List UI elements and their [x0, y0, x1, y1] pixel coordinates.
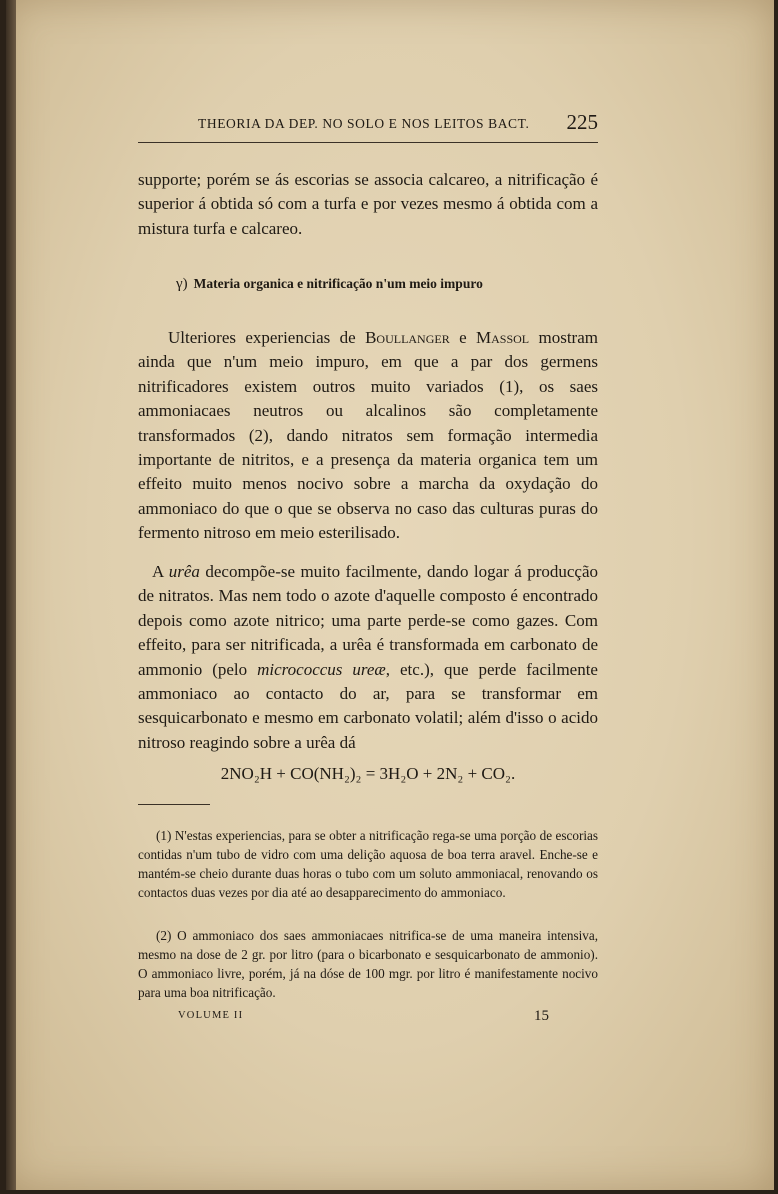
p3-rest: , etc.), que perde facilmente ammoniaco ao contacto do ar, para se transformar em sesquicarbonato e mesmo em carbonato volatil; além d'isso o acido nitroso reagindo sobre a urêa dá — [138, 659, 598, 752]
footnote-2: (2) O ammoniaco dos saes ammoniacaes nitrifica-se de uma maneira intensiva, mesmo na dose de 2 gr. por litro (para o bicarbonato e sesquicarbonato de ammonio). O ammoniaco livre, porém, já na dóse de 100 mgr. por litro é manifestamente nocivo para uma boa nitrificação. — [138, 928, 598, 1000]
p2-rest: mostram ainda que n'um meio impuro, em que a par dos germens nitrificadores existem outros muito variados (1), os saes ammoniacaes neutros ou alcalinos são completamente transformados (2), dando nitratos sem formação intermedia importante de nitritos, e a presença da materia organica tem um effeito muito menos nocivo sobre a marcha da oxydação do ammoniaco do que o que se observa no caso das culturas puras do fermento nitroso em meio esterilisado. — [138, 328, 598, 543]
footnote-rule — [138, 804, 210, 805]
section-subheading — [176, 276, 596, 293]
p3-start: A — [152, 562, 169, 581]
author-boullanger: Boullanger — [365, 328, 450, 347]
running-head: THEORIA DA DEP. NO SOLO E NOS LEITOS BACT. — [198, 116, 530, 131]
paragraph-continuation: supporte; porém se ás escorias se associa calcareo, a nitrificação é superior á obtida só com a turfa e por vezes mesmo á obtida com a mistura turfa e calcareo. — [138, 170, 598, 238]
subheading-text: Materia organica e nitrificação n'um meio impuro — [193, 276, 483, 291]
paragraph-urea — [138, 560, 598, 755]
book-spine-shadow — [6, 0, 16, 1190]
book-page — [6, 0, 774, 1190]
footnote-1: (1) N'estas experiencias, para se obter a nitrificação rega-se uma porção de escorias contidas n'um tubo de vidro com uma delição aquosa de boa terra aravel. Enche-se e mantém-se cheio durante duas horas o tubo com um soluto ammoniacal, renovando os contactos duas vezes por dia até ao desapparecimento do ammoniaco. — [138, 828, 598, 900]
p2-mid: e — [449, 328, 476, 347]
subheading-marker: γ) — [176, 276, 188, 292]
p2-start: Ulteriores experiencias de — [168, 328, 366, 347]
term-urea: urêa — [168, 562, 200, 581]
paragraph-boullanger-massol — [138, 326, 598, 546]
p3-mid: decompõe-se muito facilmente, dando logar á producção de nitratos. Mas nem todo o azote d'aquelle composto é encontrado depois como azote nitrico; uma parte perde-se como gazes. Com effeito, para ser nitrificada, a urêa é transformada em carbonato de ammonio (pelo — [138, 562, 599, 679]
page-header — [138, 110, 598, 143]
signature-mark: 15 — [534, 1008, 549, 1024]
chemical-equation: 2NO₂H + CO(NH₂)₂ = 3H₂O + 2N₂ + CO₂. — [220, 764, 516, 783]
term-micrococcus: micrococcus ureæ — [257, 659, 386, 679]
volume-label: VOLUME II — [178, 1010, 244, 1021]
author-massol: Massol — [476, 328, 530, 347]
page-number: 225 — [566, 110, 598, 134]
